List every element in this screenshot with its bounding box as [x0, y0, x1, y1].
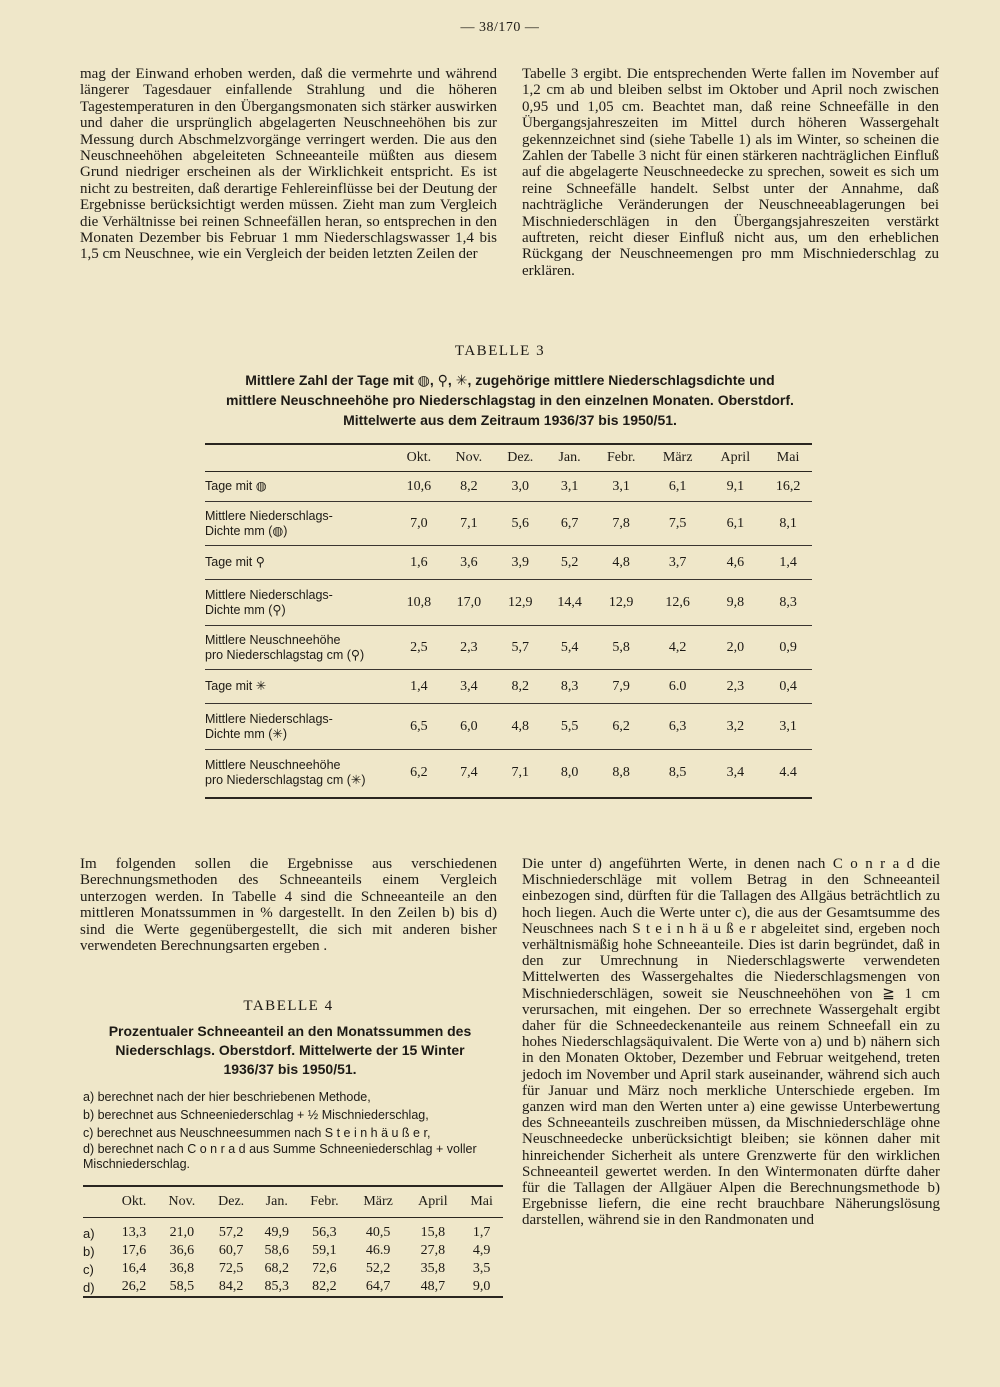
paragraph-col4: Die unter d) angeführten Werte, in denen nach C o n r a d die Mischniederschläge mit vollem Betrag in den Schneeanteil einbezogen sind, dürften für die Tallagen des Allgäus beträchtlich zu hoch liegen. Auch die Werte unter c), die aus der Gesamtsumme des Neuschnees nach S t e i n h ä u ß e r abgeleitet sind, ergeben noch verhältnismäßig hohe Schneeanteile. Dies ist darin begründet, daß in den zur Umrechnung in Niederschlagswerte verwendeten Mittelwerten des Wassergehaltes die Niederschlagsmengen von Mischniederschlägen, soweit sie Neuschneehöhen von ≧ 1 cm verursachen, mit eingehen. Der so errechnete Wassergehalt ergibt daher für die Schneedeckenanteile aus reinem Schneefall ein zu hohes Niederschlagsäquivalent. Die Werte von a) und b) nähern sich in den Monaten Oktober, Dezember und Februar weitgehend, treten jedoch im November und April stark auseinander, während sich auch für Januar und März noch merkliche Unterschiede ergeben. Im ganzen wird man den Werten unter a) eine gewisse Unterbewertung des Schneeanteils zuschreiben müssen, da Mischniederschläge ohne Neuschneedecke unberücksichtigt bleiben; sie können daher mit hinreichender Sicherheit als untere Grenzwerte für den wirklichen Schneeanteil gewertet werden. In den Wintermonaten dürfte daher für die Tallagen der Allgäuer Alpen die Berechnungsmethode b) Ergebnisse liefern, die eine recht brauchbare Näherungslösung darstellen, während sie in den Randmonaten und [522, 856, 940, 1229]
table3-cell: 3,0 [511, 478, 530, 494]
table4-cell: 84,2 [218, 1279, 244, 1294]
table4-cell: 72,6 [312, 1261, 337, 1276]
table3-row [205, 626, 812, 670]
table3-cell: 9,1 [726, 478, 745, 494]
table4-header-row [83, 1186, 503, 1218]
table3-cell: 2,0 [726, 639, 745, 655]
paragraph-col3: Im folgenden sollen die Ergebnisse aus verschiedenen Berechnungsmethoden des Schneeanteils einem Vergleich unterzogen werden. In Tabelle 4 sind die Schneeanteile an den mittleren Monatssummen in % dargestellt. In den Zeilen b) bis d) sind die Werte gegenübergestellt, die sich mit anderen bisher verwendeten Berechnungsarten ergeben . [80, 856, 497, 955]
table3-cell: 8,1 [779, 515, 797, 531]
table3-cell: 0,9 [779, 639, 797, 655]
table3-month-header: Jan. [558, 450, 581, 465]
table3-cell: 16,2 [775, 478, 801, 494]
table3-title-line3: Mittelwerte aus dem Zeitraum 1936/37 bis 1950/51. [343, 412, 677, 428]
table3-row-label: Mittlere Niederschlags- Dichte mm (⚲) [205, 587, 333, 617]
table3-cell: 8,5 [668, 765, 687, 781]
table3-row [205, 580, 812, 626]
table3-row [205, 704, 812, 750]
table4-note: d) berechnet nach C o n r a d aus Summe Schneeniederschlag + voller Mischniederschlag. [83, 1142, 477, 1171]
table3-cell: 3,1 [560, 478, 579, 494]
table4-cell: 36,8 [169, 1261, 195, 1276]
table3-cell: 3,2 [726, 718, 745, 734]
table3-month-header: Okt. [406, 450, 432, 465]
table3-cell: 6,7 [560, 515, 579, 531]
table4-row [83, 1218, 503, 1243]
table3-cell: 2,5 [410, 639, 428, 655]
table4-row-label: b) [83, 1243, 95, 1259]
table4-month-header: Febr. [310, 1194, 339, 1209]
table3-cell: 4,8 [511, 718, 530, 734]
table3-cell: 1,4 [410, 678, 428, 694]
table4-cell: 85,3 [264, 1279, 289, 1294]
table4-cell: 49,9 [264, 1225, 289, 1240]
table4-note: a) berechnet nach der hier beschriebenen Methode, [83, 1090, 371, 1104]
table3-cell: 4,2 [668, 639, 687, 655]
table3-month-header: April [720, 450, 751, 465]
table4-row-label: d) [83, 1279, 95, 1295]
table3-cell: 6,1 [726, 515, 745, 531]
table4-note: c) berechnet aus Neuschneesummen nach S t e i n h ä u ß e r, [83, 1126, 431, 1140]
table3-row-label: Mittlere Niederschlags- Dichte mm (◍) [205, 508, 333, 538]
table3-cell: 1,4 [779, 554, 797, 570]
table4 [83, 1185, 503, 1298]
table4-note: b) berechnet aus Schneeniederschlag + ½ Mischniederschlag, [83, 1108, 429, 1122]
table3-cell: 8,2 [460, 478, 478, 494]
table4-title-line3: 1936/37 bis 1950/51. [223, 1061, 357, 1077]
table3-cell: 5,7 [511, 639, 530, 655]
table4-month-header: Okt. [121, 1194, 147, 1209]
table3-cell: 3,1 [612, 478, 630, 494]
table3-cell: 5,2 [560, 554, 579, 570]
table3-cell: 5,8 [612, 639, 630, 655]
table3-cell: 12,9 [608, 594, 634, 610]
table3-month-header: Nov. [455, 450, 483, 465]
table3-row [205, 502, 812, 546]
table4-cell: 35,8 [420, 1261, 446, 1276]
table3-cell: 17,0 [456, 594, 482, 610]
table3-cell: 3,6 [460, 554, 478, 570]
table4-row [83, 1278, 503, 1297]
table3-cell: 0,4 [779, 678, 797, 694]
table3-cell: 10,8 [406, 594, 432, 610]
table3-cell: 3,1 [779, 718, 797, 734]
table4-cell: 56,3 [312, 1225, 337, 1240]
table3-cell: 6,3 [668, 718, 687, 734]
table3-month-header: Mai [776, 450, 800, 465]
table3-cell: 8,8 [612, 765, 630, 781]
table3-cell: 4,8 [612, 554, 630, 570]
table3-row-label: Tage mit ✳ [205, 679, 267, 693]
table4-notes [83, 1088, 503, 1172]
table4-row-label: c) [83, 1261, 94, 1277]
table3-month-header: Dez. [507, 450, 534, 465]
table3-row-label: Tage mit ⚲ [205, 555, 265, 569]
table4-title [80, 1022, 500, 1079]
table4-cell: 59,1 [312, 1243, 337, 1258]
table4-cell: 46.9 [365, 1243, 391, 1258]
table3-cell: 8,3 [779, 594, 797, 610]
table4-month-header: Jan. [265, 1194, 288, 1209]
table3-cell: 7,1 [511, 765, 530, 781]
table4-cell: 48,7 [420, 1279, 446, 1294]
table4-cell: 72,5 [218, 1261, 244, 1276]
table4-cell: 17,6 [121, 1243, 147, 1258]
table3-row [205, 546, 812, 580]
table4-cell: 57,2 [218, 1225, 244, 1240]
table4-caption: TABELLE 4 [243, 998, 334, 1014]
table3-row-label: Mittlere Niederschlags- Dichte mm (✳) [205, 711, 333, 741]
table3-cell: 5,5 [560, 718, 579, 734]
table4-cell: 82,2 [312, 1279, 337, 1294]
table3-row [205, 750, 812, 798]
table4-month-header: April [418, 1194, 448, 1209]
table3-cell: 3,9 [511, 554, 530, 570]
table3-title-line1: Mittlere Zahl der Tage mit ◍, ⚲, ✳, zugehörige mittlere Niederschlagsdichte und [245, 372, 775, 388]
table4-cell: 16,4 [121, 1261, 147, 1276]
table3-cell: 6.0 [668, 678, 687, 694]
paragraph-col2: Tabelle 3 ergibt. Die entsprechenden Werte fallen im November auf 1,2 cm ab und bleiben selbst im Oktober und April noch zwischen 0,95 und 1,05 cm. Beachtet man, daß reine Schneefälle in den Übergangsjahreszeiten im Mittel durch höheren Wassergehalt gekennzeichnet sind (siehe Tabelle 1) als im Winter, so scheinen die Zahlen der Tabelle 3 nicht für einen stärkeren nachträglichen Einfluß auf die abgelagerte Neuschneedecke zu sprechen, soweit es sich um reine Schneefälle handelt. Selbst unter der Annahme, daß nachträgliche Veränderungen der Neuschneeablagerungen bei Mischniederschlägen in den Übergangsjahreszeiten verstärkt auftreten, reicht dieser Einfluß nicht aus, um den erheblichen Rückgang der Neuschneemengen pro mm Mischniederschlag zu erklären. [522, 66, 939, 279]
table4-cell: 36,6 [169, 1243, 195, 1258]
table4-cell: 26,2 [121, 1279, 147, 1294]
table3-cell: 8,0 [560, 765, 579, 781]
table4-cell: 52,2 [365, 1261, 391, 1276]
table3-cell: 3,4 [460, 678, 478, 694]
table3-month-header: März [662, 450, 693, 465]
paragraph-col1: mag der Einwand erhoben werden, daß die vermehrte und während längerer Tagesdauer einfallende Strahlung und die höheren Tagestemperaturen in den Übergangsmonaten sich stärker auswirken und daher die ursprünglich abgelagerten Neuschneehöhen bis zur Messung durch Abschmelzvorgänge verringert werden. Die aus den Neuschneehöhen abgeleiteten Schneeanteile müßten aus diesem Grund niedriger erscheinen als der Wirklichkeit entspricht. Es ist nicht zu bestreiten, daß derartige Fehlereinflüsse bei der Deutung der Ergebnisse berücksichtigt werden müssen. Zieht man zum Vergleich die Verhältnisse bei reinen Schneefällen heran, so entsprechen in den Monaten Dezember bis Februar 1 mm Niederschlagswasser 1,4 bis 1,5 cm Neuschnee, wie ein Vergleich der beiden letzten Zeilen der [80, 66, 497, 263]
table3-cell: 7,4 [460, 765, 478, 781]
table4-cell: 60,7 [218, 1243, 244, 1258]
table3-cell: 6,5 [410, 718, 428, 734]
table3-row-label: Mittlere Neuschneehöhe pro Niederschlagstag cm (✳) [205, 758, 366, 788]
table4-cell: 13,3 [121, 1225, 147, 1240]
table3-cell: 7,0 [410, 515, 428, 531]
table4-cell: 40,5 [365, 1225, 391, 1240]
table3-cell: 10,6 [406, 478, 432, 494]
table3-month-header: Febr. [606, 450, 636, 465]
table3-header-row [205, 444, 812, 472]
table3-cell: 4,6 [726, 554, 745, 570]
table3-row-label: Mittlere Neuschneehöhe pro Niederschlagstag cm (⚲) [205, 632, 365, 662]
table3-cell: 14,4 [557, 594, 582, 610]
table3-cell: 5,6 [511, 515, 530, 531]
table3-cell: 3,7 [668, 554, 687, 570]
table4-row-label: a) [83, 1225, 95, 1241]
table4-month-header: Dez. [218, 1194, 245, 1209]
table3-cell: 8,2 [511, 678, 530, 694]
table3-cell: 8,3 [560, 678, 579, 694]
table3-cell: 9,8 [726, 594, 745, 610]
table3-cell: 6,0 [460, 718, 478, 734]
table3-cell: 12,9 [508, 594, 533, 610]
table4-month-header: März [363, 1194, 393, 1209]
table3-caption: TABELLE 3 [454, 343, 546, 359]
table4-cell: 15,8 [420, 1225, 446, 1240]
table3-cell: 7,1 [460, 515, 478, 531]
table3-cell: 3,4 [726, 765, 745, 781]
table3-cell: 6,2 [612, 718, 630, 734]
table4-cell: 4,9 [472, 1243, 491, 1258]
table4-cell: 64,7 [365, 1279, 391, 1294]
table4-row [83, 1242, 503, 1260]
table3-cell: 7,8 [612, 515, 630, 531]
table3-row [205, 670, 812, 704]
table3-title [180, 370, 840, 430]
table3-cell: 6,2 [410, 765, 428, 781]
table3-cell: 2,3 [460, 639, 478, 655]
table4-cell: 1,7 [472, 1225, 491, 1240]
table3 [205, 443, 812, 799]
page-number: — 38/170 — [460, 20, 540, 35]
table4-cell: 68,2 [264, 1261, 289, 1276]
table4-month-header: Nov. [168, 1194, 196, 1209]
table4-title-line2: Niederschlags. Oberstdorf. Mittelwerte der 15 Winter [115, 1042, 465, 1058]
table3-cell: 5,4 [560, 639, 579, 655]
table3-cell: 1,6 [410, 554, 428, 570]
table3-cell: 7,9 [612, 678, 630, 694]
table4-cell: 58,5 [169, 1279, 195, 1294]
table4-month-header: Mai [470, 1194, 493, 1209]
table3-cell: 12,6 [665, 594, 690, 610]
table3-row-label: Tage mit ◍ [205, 479, 267, 493]
table3-cell: 6,1 [668, 478, 687, 494]
table4-cell: 27,8 [420, 1243, 446, 1258]
table3-cell: 2,3 [726, 678, 745, 694]
table3-corner [205, 444, 395, 472]
table3-row [205, 472, 812, 502]
table4-corner [83, 1186, 111, 1218]
table4-title-line1: Prozentualer Schneeanteil an den Monatssummen des [108, 1023, 472, 1039]
table4-cell: 3,5 [472, 1261, 491, 1276]
table4-cell: 9,0 [472, 1279, 491, 1294]
table3-title-line2: mittlere Neuschneehöhe pro Niederschlagstag in den einzelnen Monaten. Oberstdorf. [226, 392, 794, 408]
table4-row [83, 1260, 503, 1278]
table4-cell: 58,6 [264, 1243, 289, 1258]
table3-cell: 4.4 [779, 765, 797, 781]
table4-cell: 21,0 [169, 1225, 195, 1240]
table3-cell: 7,5 [668, 515, 687, 531]
